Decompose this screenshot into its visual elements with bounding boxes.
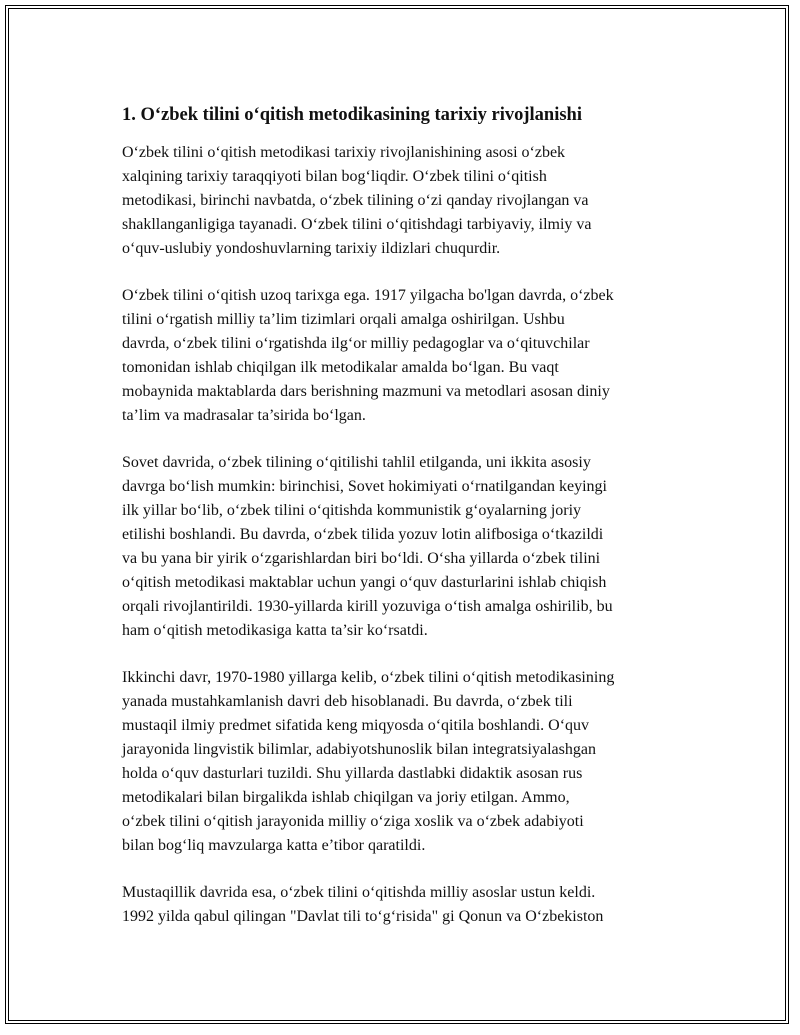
text-line: davrda, o‘zbek tilini o‘rgatishda ilg‘or milliy pedagoglar va o‘qituvchilar [122, 335, 590, 352]
text-line: metodikalari bilan birgalikda ishlab chiqilgan va joriy etilgan. Ammo, [122, 789, 570, 806]
text-line: shakllanganligiga tayanadi. O‘zbek tilini o‘qitishdagi tarbiyaviy, ilmiy va [122, 216, 592, 233]
text-line: davrga bo‘lish mumkin: birinchisi, Sovet hokimiyati o‘rnatilgandan keyingi [122, 478, 607, 495]
text-line: xalqining tarixiy taraqqiyoti bilan bog‘liqdir. O‘zbek tilini o‘qitish [122, 168, 547, 185]
text-line: yanada mustahkamlanish davri deb hisoblanadi. Bu davrda, o‘zbek tili [122, 693, 573, 710]
text-line: O‘zbek tilini o‘qitish metodikasi tarixiy rivojlanishining asosi o‘zbek [122, 144, 566, 161]
text-line: ilk yillar bo‘lib, o‘zbek tilini o‘qitishda kommunistik g‘oyalarning joriy [122, 502, 582, 519]
text-line: orqali rivojlantirildi. 1930-yillarda kirill yozuviga o‘tish amalga oshirilib, bu [122, 598, 613, 615]
text-line: Ikkinchi davr, 1970-1980 yillarga kelib, o‘zbek tilini o‘qitish metodikasining [122, 669, 615, 686]
section-title: 1. O‘zbek tilini o‘qitish metodikasining tarixiy rivojlanishi [122, 105, 582, 125]
text-line: holda o‘quv dasturlari tuzildi. Shu yillarda dastlabki didaktik asosan rus [122, 765, 583, 782]
text-line: o‘qitish metodikasi maktablar uchun yangi o‘quv dasturlarini ishlab chiqish [122, 574, 607, 591]
paragraph-4 [122, 666, 702, 858]
text-line: bilan bog‘liq mavzularga katta e’tibor qaratildi. [122, 837, 426, 854]
text-line: O‘zbek tilini o‘qitish uzoq tarixga ega. 1917 yilgacha bo'lgan davrda, o‘zbek [122, 287, 614, 304]
text-line: jarayonida lingvistik bilimlar, adabiyotshunoslik bilan integratsiyalashgan [122, 741, 596, 758]
text-line: mobaynida maktablarda dars berishning mazmuni va metodlari asosan diniy [122, 383, 610, 400]
text-line: o‘zbek tilini o‘qitish jarayonida milliy o‘ziga xoslik va o‘zbek adabiyoti [122, 813, 584, 830]
text-line: etilishi boshlandi. Bu davrda, o‘zbek tilida yozuv lotin alifbosiga o‘tkazildi [122, 526, 604, 543]
document-page [5, 5, 789, 1024]
text-line: va bu yana bir yirik o‘zgarishlardan biri bo‘ldi. O‘sha yillarda o‘zbek tilini [122, 550, 601, 567]
text-line: Mustaqillik davrida esa, o‘zbek tilini o‘qitishda milliy asoslar ustun keldi. [122, 884, 596, 901]
text-line: tilini o‘rgatish milliy ta’lim tizimlari orqali amalga oshirilgan. Ushbu [122, 311, 565, 328]
document-body [122, 102, 702, 952]
text-line: o‘quv-uslubiy yondoshuvlarning tarixiy ildizlari chuqurdir. [122, 240, 501, 257]
text-line: ham o‘qitish metodikasiga katta ta’sir ko‘rsatdi. [122, 622, 428, 639]
text-line: Sovet davrida, o‘zbek tilining o‘qitilishi tahlil etilganda, uni ikkita asosiy [122, 454, 591, 471]
paragraph-3 [122, 451, 702, 643]
text-line: mustaqil ilmiy predmet sifatida keng miqyosda o‘qitila boshlandi. O‘quv [122, 717, 590, 734]
text-line: 1992 yilda qabul qilingan "Davlat tili to‘g‘risida" gi Qonun va O‘zbekiston [122, 908, 604, 925]
paragraph-1 [122, 141, 702, 261]
paragraph-2 [122, 284, 702, 428]
text-line: ta’lim va madrasalar ta’sirida bo‘lgan. [122, 407, 366, 424]
paragraph-5 [122, 881, 702, 929]
text-line: tomonidan ishlab chiqilgan ilk metodikalar amalda bo‘lgan. Bu vaqt [122, 359, 559, 376]
text-line: metodikasi, birinchi navbatda, o‘zbek tilining o‘zi qanday rivojlangan va [122, 192, 589, 209]
